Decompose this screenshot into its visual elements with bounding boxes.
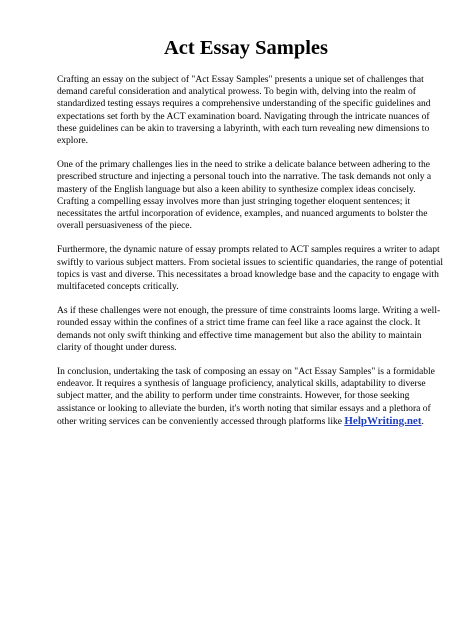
document-page bbox=[57, 36, 444, 440]
paragraph-line: Crafting an essay on the subject of "Act Essay Samples" presents a unique set of challenges that bbox=[57, 74, 424, 85]
paragraph-4 bbox=[57, 305, 441, 354]
paragraph-line: As if these challenges were not enough, the pressure of time constraints looms large. Writing a well- bbox=[57, 305, 441, 317]
paragraph-line: necessitates the artful incorporation of evidence, examples, and nuanced arguments to bolster the bbox=[57, 208, 428, 220]
paragraph-line: clarity of thought under duress. bbox=[57, 341, 177, 353]
paragraph-line: assistance or looking to alleviate the burden, it's worth noting that similar essays and a plethora of bbox=[57, 402, 431, 414]
paragraph-line: subject matter, and the ability to perform under time constraints. However, for those seeking bbox=[57, 390, 410, 402]
paragraph-line: prescribed structure and injecting a personal touch into the narrative. The task demands not only a bbox=[57, 171, 432, 183]
paragraph-line: multifaceted concepts critically. bbox=[57, 281, 179, 293]
paragraph-line: rounded essay within the confines of a strict time frame can feel like a race against the clock. It bbox=[57, 317, 421, 329]
paragraph-line: these guidelines can be akin to traversing a labyrinth, with each turn revealing new dimensions to bbox=[57, 122, 430, 134]
paragraph-line: topics is vast and diverse. This necessitates a broad knowledge base and the capacity to engage with bbox=[57, 268, 439, 280]
paragraph-2 bbox=[57, 159, 435, 232]
paragraph-line: swiftly to various subject matters. From societal issues to scientific quandaries, the range of potential bbox=[57, 256, 444, 268]
paragraph-line: endeavor. It requires a synthesis of language proficiency, analytical skills, adaptability to diverse bbox=[57, 378, 426, 390]
paragraph-line-text: other writing services can be conveniently accessed through platforms like bbox=[57, 415, 345, 427]
paragraph-line: expectations set forth by the ACT examination board. Navigating through the intricate nuances of bbox=[57, 110, 430, 122]
paragraph-last-line bbox=[57, 415, 435, 428]
paragraph-line: Crafting a compelling essay involves more than just stringing together eloquent sentences; it bbox=[57, 195, 411, 207]
paragraph-3 bbox=[57, 244, 444, 293]
paragraph-line: One of the primary challenges lies in the need to strike a delicate balance between adhering to the bbox=[57, 159, 430, 171]
paragraph-period: . bbox=[421, 415, 424, 427]
paragraph-line: standardized testing essays requires a comprehensive understanding of the specific guidelines and bbox=[57, 98, 431, 110]
paragraph-line: overall persuasiveness of the piece. bbox=[57, 220, 192, 232]
helpwriting-link[interactable]: HelpWriting.net bbox=[344, 414, 422, 427]
paragraph-1 bbox=[57, 74, 435, 147]
paragraph-line: mastery of the English language but also a keen ability to synthesize complex ideas concisely. bbox=[57, 183, 416, 195]
paragraph-line: Furthermore, the dynamic nature of essay prompts related to ACT samples requires a writer to adapt bbox=[57, 244, 440, 256]
paragraph-line: demands not only swift thinking and effective time management but also the ability to maintain bbox=[57, 329, 422, 341]
paragraph-line: explore. bbox=[57, 135, 89, 147]
paragraph-5 bbox=[57, 366, 435, 428]
paragraph-line: In conclusion, undertaking the task of composing an essay on "Act Essay Samples" is a formidable bbox=[57, 366, 435, 378]
paragraph-line: demand careful consideration and analytical prowess. To begin with, delving into the realm of bbox=[57, 86, 416, 98]
document-title: Act Essay Samples bbox=[163, 37, 328, 59]
